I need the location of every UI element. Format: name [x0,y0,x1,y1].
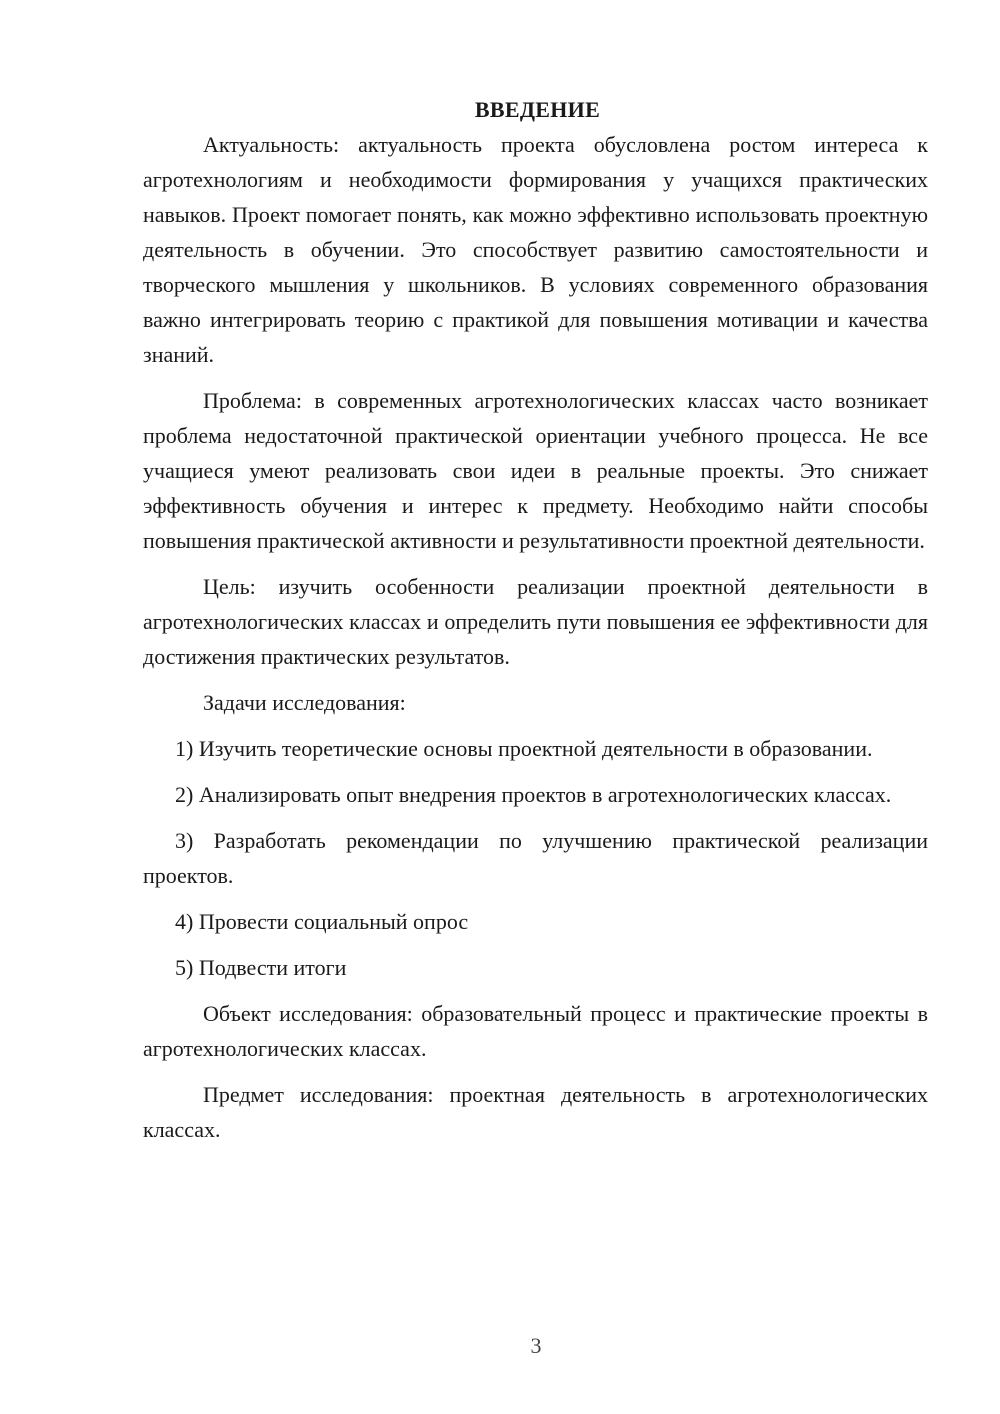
page-number: 3 [530,1333,542,1358]
problem-paragraph: Проблема: в современных агротехнологических классах часто возникает проблема недостаточной практической ориентации учебного процесса. Не все учащиеся умеют реализовать свои идеи в реальные проекты. Это снижает эффективность обучения и интерес к предмету. Необходимо найти способы повышения практической активности и результативности проектной деятельности. [143,388,928,553]
task-item: 3) Разработать рекомендации по улучшению практической реализации проектов. [143,828,928,888]
task-item: 2) Анализировать опыт внедрения проектов в агротехнологических классах. [175,782,892,807]
subject-paragraph: Предмет исследования: проектная деятельность в агротехнологических классах. [143,1082,928,1142]
task-item: 1) Изучить теоретические основы проектной деятельности в образовании. [175,736,873,761]
task-item: 4) Провести социальный опрос [175,909,469,934]
object-paragraph: Объект исследования: образовательный процесс и практические проекты в агротехнологических классах. [143,1001,928,1061]
section-heading: ВВЕДЕНИЕ [474,97,601,122]
task-item: 5) Подвести итоги [175,955,347,980]
document-page [143,92,928,1158]
goal-paragraph: Цель: изучить особенности реализации проектной деятельности в агротехнологических классах и определить пути повышения ее эффективности для достижения практических результатов. [143,574,928,669]
relevance-paragraph: Актуальность: актуальность проекта обусловлена ростом интереса к агротехнологиям и необходимости формирования у учащихся практических навыков. Проект помогает понять, как можно эффективно использовать проектную деятельность в обучении. Это способствует развитию самостоятельности и творческого мышления у школьников. В условиях современного образования важно интегрировать теорию с практикой для повышения мотивации и качества знаний. [143,132,928,367]
tasks-heading: Задачи исследования: [203,690,406,715]
tasks-list [143,731,928,985]
